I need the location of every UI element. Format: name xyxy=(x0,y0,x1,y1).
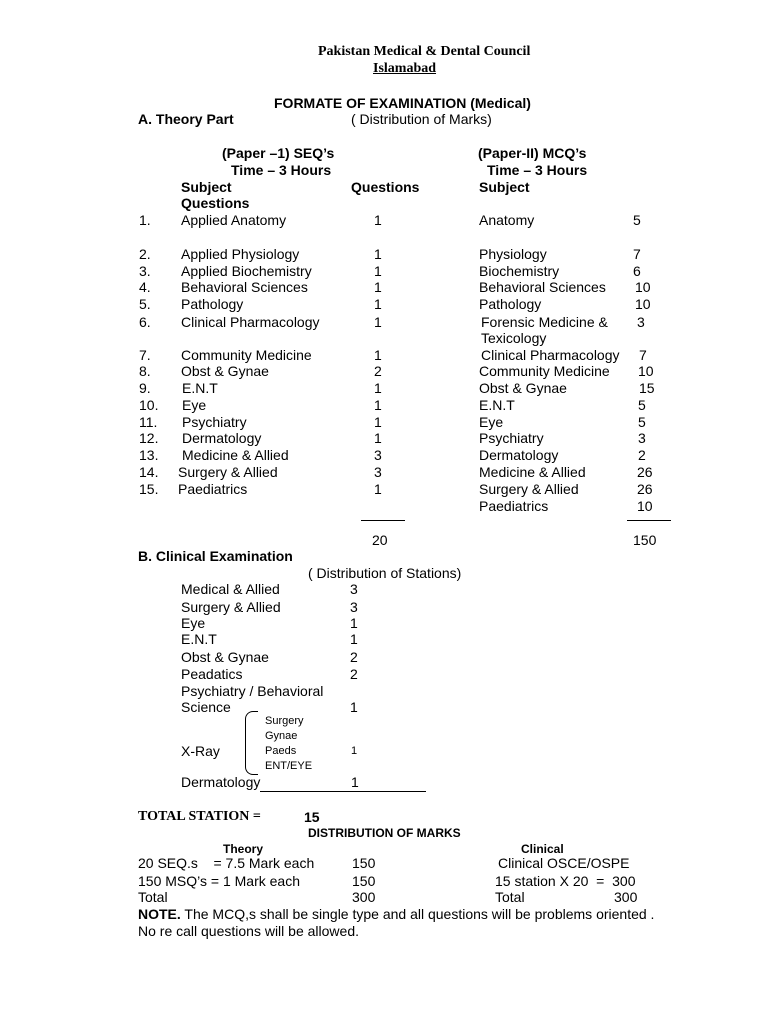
seq-subject: Obst & Gynae xyxy=(181,363,269,379)
mcq-questions: 7 xyxy=(639,347,647,363)
mcq-total-rule xyxy=(627,520,671,521)
mcq-total: 150 xyxy=(633,532,657,548)
mcq-subject: Medicine & Allied xyxy=(479,464,586,480)
mcq-questions: 2 xyxy=(638,447,646,463)
note-line xyxy=(138,906,654,922)
xray-brace xyxy=(245,711,258,775)
theory-distribution: ( Distribution of Marks) xyxy=(351,111,492,127)
seq-questions: 1 xyxy=(374,397,382,413)
total-station-label: TOTAL STATION = xyxy=(138,809,261,824)
seq-questions: 1 xyxy=(374,481,382,497)
mcq-questions: 10 xyxy=(635,296,651,312)
seq-num: 4. xyxy=(139,279,151,295)
seq-subject: E.N.T xyxy=(182,380,218,396)
seq-subject: Paediatrics xyxy=(178,481,248,497)
marks-heading: DISTRIBUTION OF MARKS xyxy=(308,826,461,840)
mcq-subject: Paediatrics xyxy=(479,498,549,514)
seq-subject: Clinical Pharmacology xyxy=(181,314,320,330)
seq-num: 13. xyxy=(139,447,159,463)
mcq-questions: 3 xyxy=(638,430,646,446)
seq-num: 10. xyxy=(139,397,159,413)
org-name: Pakistan Medical & Dental Council xyxy=(318,44,531,59)
station-count: 1 xyxy=(350,615,358,631)
marks-clinical-row: 15 station X 20 = 300 xyxy=(495,873,636,889)
mcq-questions: 26 xyxy=(637,481,653,497)
seq-num: 6. xyxy=(139,314,151,330)
mcq-subject: Surgery & Allied xyxy=(479,481,579,497)
mcq-subject: Texicology xyxy=(481,330,547,346)
seq-questions: 1 xyxy=(374,296,382,312)
marks-clinical-head: Clinical xyxy=(521,842,564,856)
note-label: NOTE. xyxy=(138,906,181,922)
paper1-questions-header: Questions xyxy=(351,179,420,195)
station-count: 3 xyxy=(350,599,358,615)
seq-questions: 1 xyxy=(374,246,382,262)
mcq-subject: Physiology xyxy=(479,246,547,262)
seq-subject: Applied Biochemistry xyxy=(181,263,312,279)
paper1-title: (Paper –1) SEQ’s xyxy=(222,145,335,161)
seq-questions: 3 xyxy=(374,464,382,480)
mcq-subject: Psychiatry xyxy=(479,430,544,446)
marks-theory-value: 150 xyxy=(352,855,376,871)
station-name: Medical & Allied xyxy=(181,581,280,597)
station-name: Obst & Gynae xyxy=(181,649,269,665)
mcq-subject: Forensic Medicine & xyxy=(481,314,608,330)
station-name: Eye xyxy=(181,615,206,631)
seq-questions: 2 xyxy=(374,363,382,379)
seq-questions: 1 xyxy=(374,212,382,228)
mcq-questions: 5 xyxy=(638,397,646,413)
seq-questions: 1 xyxy=(374,430,382,446)
paper1-time: Time – 3 Hours xyxy=(231,162,332,178)
seq-total-rule xyxy=(361,520,405,521)
station-count: 2 xyxy=(350,649,358,665)
mcq-subject: E.N.T xyxy=(479,397,515,413)
mcq-subject: Anatomy xyxy=(479,212,535,228)
mcq-questions: 10 xyxy=(637,498,653,514)
seq-subject: Psychiatry xyxy=(182,414,247,430)
seq-subject: Community Medicine xyxy=(181,347,312,363)
seq-total: 20 xyxy=(372,532,388,548)
seq-num: 2. xyxy=(139,246,151,262)
seq-questions: 1 xyxy=(374,414,382,430)
seq-questions: 1 xyxy=(374,279,382,295)
seq-questions: 1 xyxy=(374,314,382,330)
station-count: 2 xyxy=(350,666,358,682)
page-title: FORMATE OF EXAMINATION (Medical) xyxy=(274,95,531,111)
mcq-questions: 10 xyxy=(635,279,651,295)
station-name: Psychiatry / Behavioral xyxy=(181,683,324,699)
mcq-questions: 5 xyxy=(638,414,646,430)
mcq-questions: 26 xyxy=(637,464,653,480)
mcq-subject: Biochemistry xyxy=(479,263,560,279)
marks-theory-head: Theory xyxy=(223,842,264,856)
dermatology-count: 1 xyxy=(351,774,359,790)
seq-questions: 3 xyxy=(374,447,382,463)
seq-subject: Eye xyxy=(182,397,207,413)
marks-theory-value: 150 xyxy=(352,873,376,889)
paper1-subject-header: Subject xyxy=(181,179,232,195)
station-name: E.N.T xyxy=(181,631,217,647)
clinical-heading: B. Clinical Examination xyxy=(138,548,293,564)
dermatology-label: Dermatology xyxy=(181,774,261,790)
mcq-subject: Clinical Pharmacology xyxy=(481,347,620,363)
station-count: 1 xyxy=(350,699,358,715)
mcq-subject: Behavioral Sciences xyxy=(479,279,606,295)
xray-item: Paeds xyxy=(265,745,297,757)
mcq-questions: 15 xyxy=(639,380,655,396)
seq-num: 14. xyxy=(139,464,159,480)
seq-num: 12. xyxy=(139,430,159,446)
seq-num: 11. xyxy=(139,414,158,430)
marks-theory-row: 150 MSQ’s = 1 Mark each xyxy=(138,873,300,889)
mcq-subject: Dermatology xyxy=(479,447,559,463)
mcq-subject: Obst & Gynae xyxy=(479,380,567,396)
note-text: The MCQ,s shall be single type and all questions will be problems oriented . xyxy=(180,906,655,922)
station-count: 3 xyxy=(350,581,358,597)
marks-clinical-row: Clinical OSCE/OSPE xyxy=(498,855,630,871)
paper2-subject-header: Subject xyxy=(479,179,530,195)
city-name: Islamabad xyxy=(373,61,437,76)
mcq-subject: Eye xyxy=(479,414,504,430)
station-count: 1 xyxy=(350,631,358,647)
seq-num: 1. xyxy=(139,212,151,228)
marks-clinical-total: 300 xyxy=(614,889,638,905)
marks-theory-total: 300 xyxy=(352,889,376,905)
xray-item: ENT/EYE xyxy=(265,760,313,772)
mcq-questions: 6 xyxy=(633,263,641,279)
clinical-distribution: ( Distribution of Stations) xyxy=(308,565,462,581)
xray-item: Surgery xyxy=(265,715,304,727)
seq-num: 8. xyxy=(139,363,151,379)
seq-num: 7. xyxy=(139,347,151,363)
seq-subject: Pathology xyxy=(181,296,244,312)
seq-num: 3. xyxy=(139,263,151,279)
mcq-subject: Community Medicine xyxy=(479,363,610,379)
seq-num: 15. xyxy=(139,481,159,497)
seq-num: 9. xyxy=(139,380,151,396)
seq-subject: Medicine & Allied xyxy=(182,447,289,463)
seq-num: 5. xyxy=(139,296,151,312)
mcq-questions: 7 xyxy=(633,246,641,262)
seq-subject: Behavioral Sciences xyxy=(181,279,308,295)
station-name: Peadatics xyxy=(181,666,243,682)
station-name: Surgery & Allied xyxy=(181,599,281,615)
seq-questions: 1 xyxy=(374,380,382,396)
note-text-2: No re call questions will be allowed. xyxy=(138,923,359,939)
seq-subject: Applied Anatomy xyxy=(181,212,287,228)
marks-clinical-total-label: Total xyxy=(495,889,525,905)
seq-subject: Applied Physiology xyxy=(181,246,300,262)
total-station-value: 15 xyxy=(304,809,320,825)
mcq-questions: 10 xyxy=(638,363,654,379)
xray-item: Gynae xyxy=(265,730,298,742)
seq-subject: Surgery & Allied xyxy=(178,464,278,480)
station-name: Science xyxy=(181,699,231,715)
stations-total-rule xyxy=(260,791,426,792)
mcq-questions: 3 xyxy=(637,314,645,330)
paper2-time: Time – 3 Hours xyxy=(487,162,588,178)
seq-subject: Dermatology xyxy=(182,430,262,446)
xray-count: 1 xyxy=(351,745,358,757)
paper1-questions-header-2: Questions xyxy=(181,195,250,211)
theory-heading: A. Theory Part xyxy=(138,111,234,127)
xray-label: X-Ray xyxy=(181,743,220,759)
marks-theory-row: 20 SEQ.s = 7.5 Mark each xyxy=(138,855,315,871)
marks-theory-total-label: Total xyxy=(138,889,168,905)
seq-questions: 1 xyxy=(374,347,382,363)
mcq-questions: 5 xyxy=(633,212,641,228)
seq-questions: 1 xyxy=(374,263,382,279)
mcq-subject: Pathology xyxy=(479,296,542,312)
paper2-title: (Paper-II) MCQ’s xyxy=(478,145,587,161)
